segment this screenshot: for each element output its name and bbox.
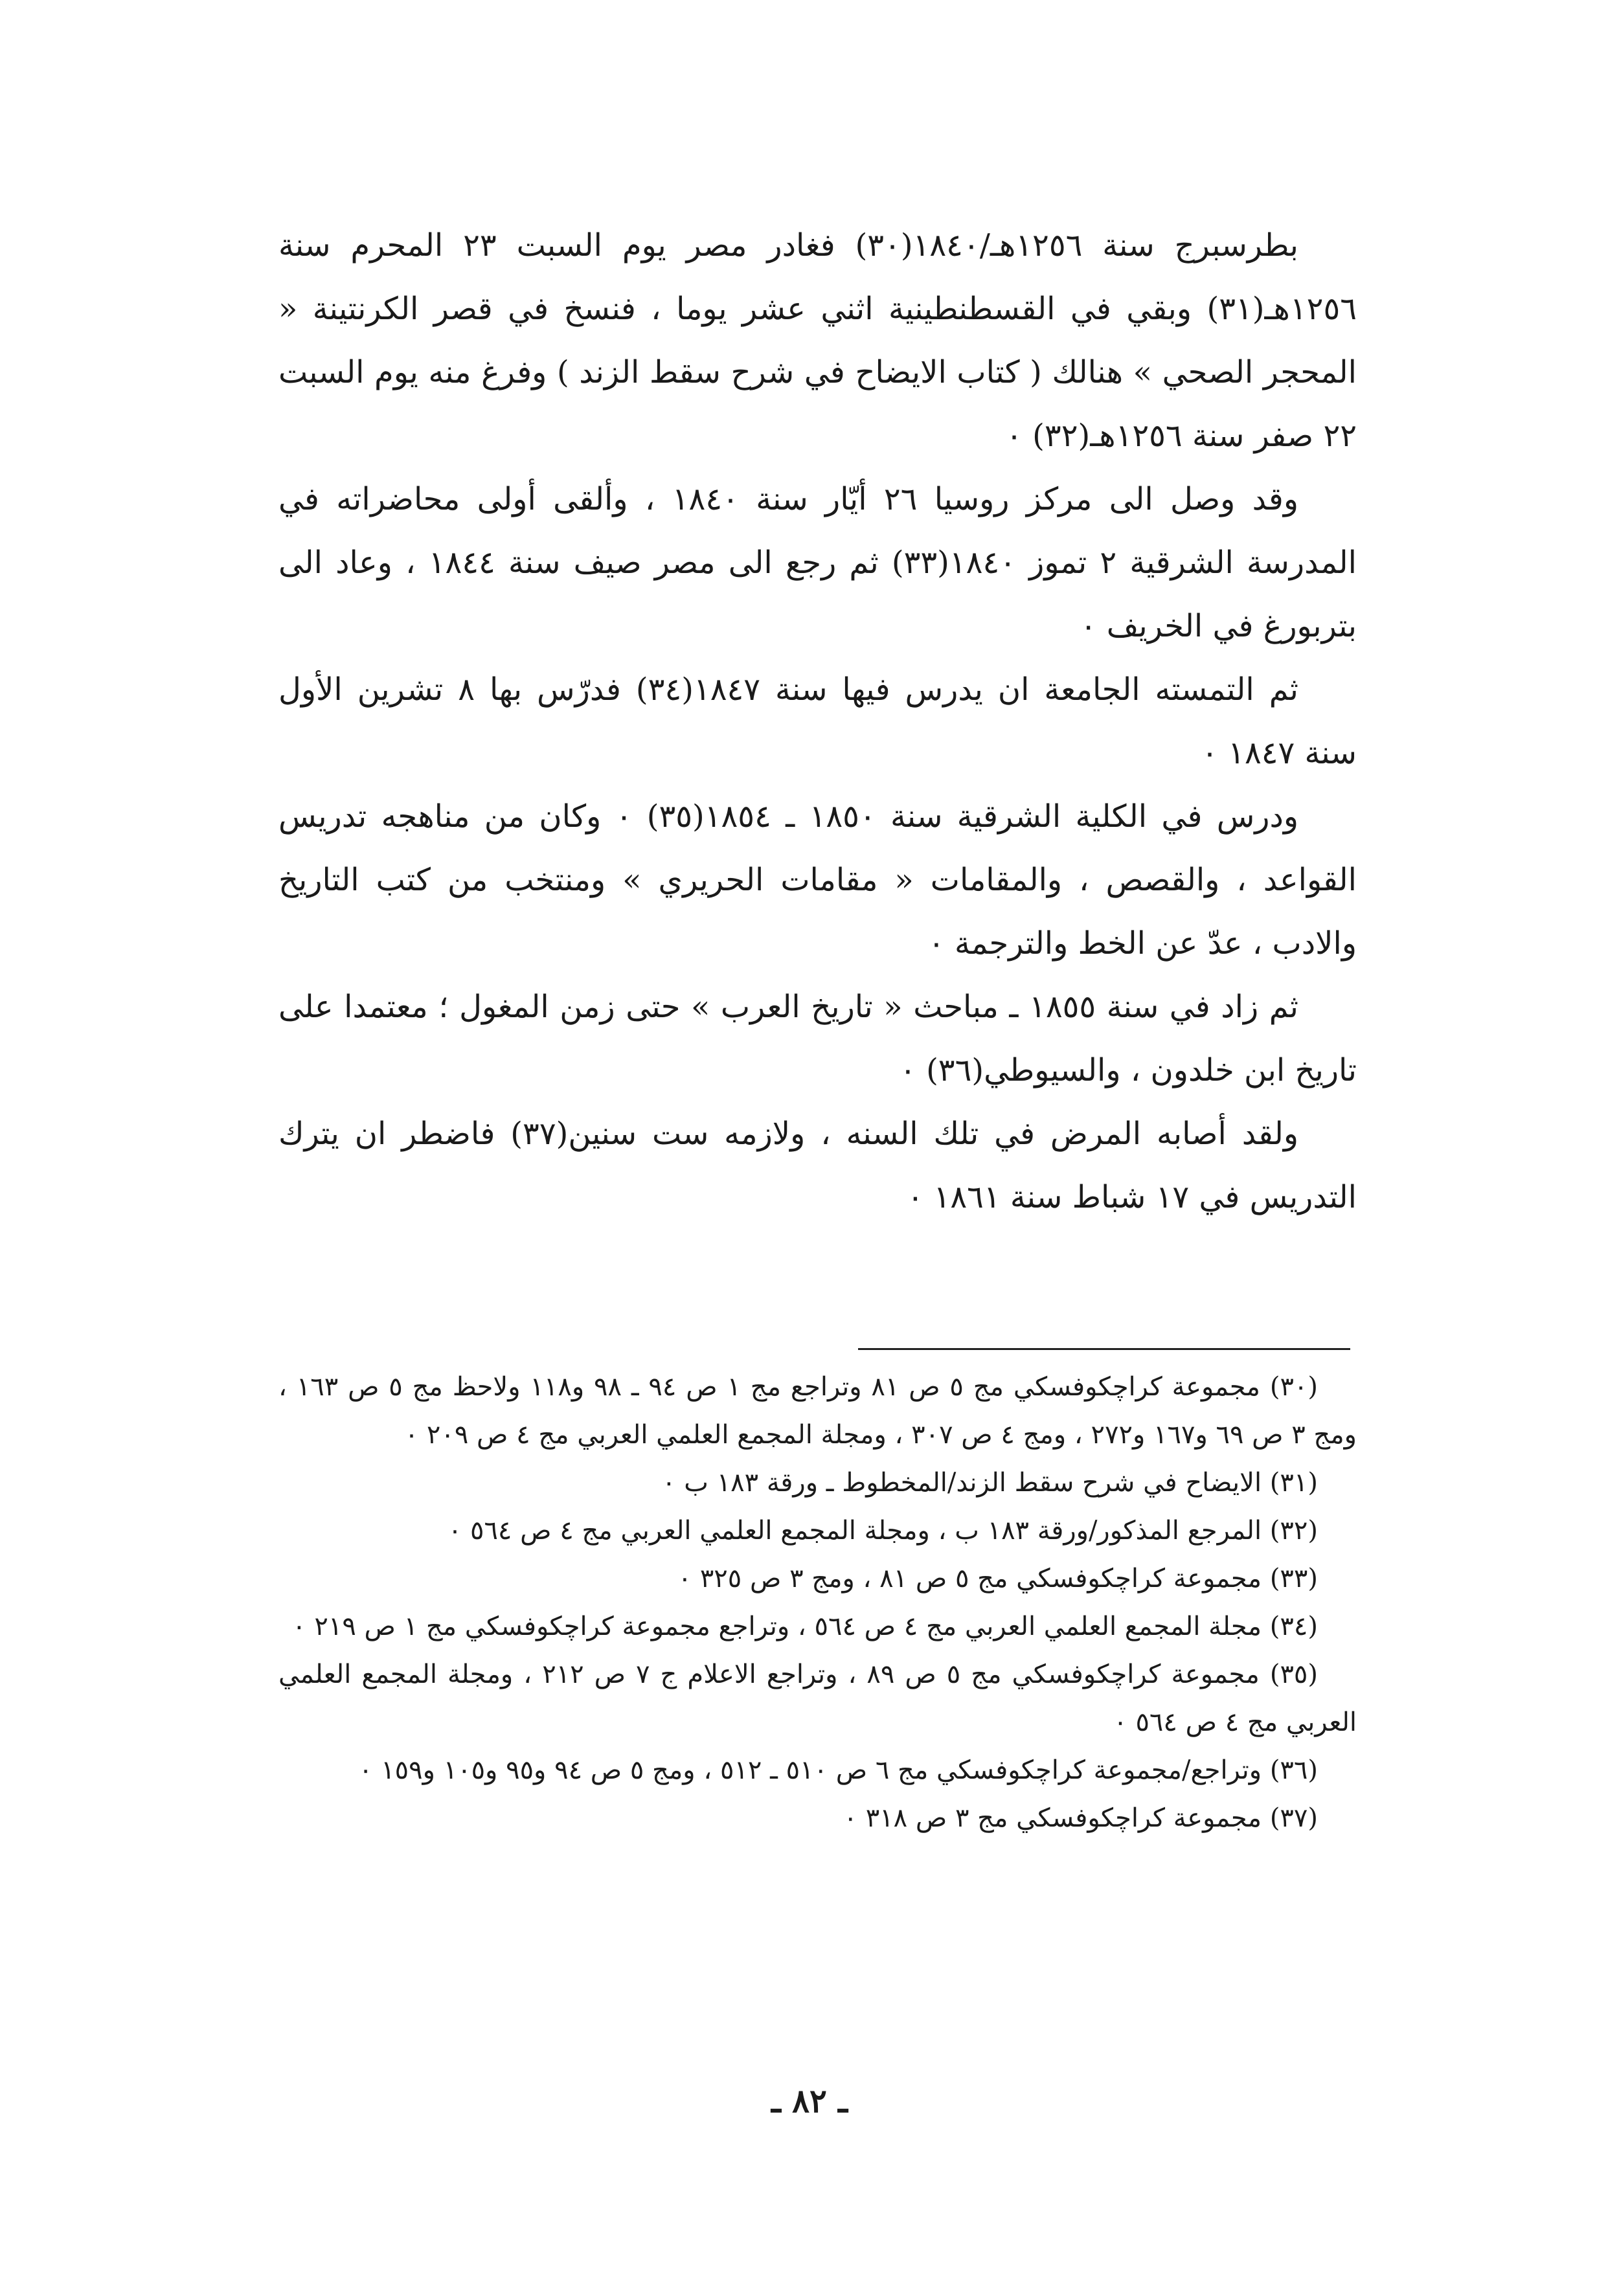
footnote: (٣٧) مجموعة كراچكوفسكي مج ٣ ص ٣١٨ ٠: [843, 1803, 1318, 1833]
footnote: (٣٢) المرجع المذكور/ورقة ١٨٣ ب ، ومجلة المجمع العلمي العربي مج ٤ ص ٥٦٤ ٠: [447, 1516, 1318, 1546]
paragraph: ودرس في الكلية الشرقية سنة ١٨٥٠ ـ ١٨٥٤(٣٥) ٠ وكان من مناهجه تدريس القواعد ، والقصص ، والمقامات « مقامات الحريري » ومنتخب من كتب التاريخ والادب ، عدّ عن الخط والترجمة ٠: [278, 798, 1357, 962]
footnote: (٣٥) مجموعة كراچكوفسكي مج ٥ ص ٨٩ ، وتراجع الاعلام ج ٧ ص ٢١٢ ، ومجلة المجمع العلمي العربي مج ٤ ص ٥٦٤ ٠: [278, 1660, 1357, 1737]
paragraph: ثم التمسته الجامعة ان يدرس فيها سنة ١٨٤٧(٣٤) فدرّس بها ٨ تشرين الأول سنة ١٨٤٧ ٠: [278, 671, 1357, 771]
paragraph: بطرسبرج سنة ١٢٥٦هـ/١٨٤٠(٣٠) فغادر مصر يوم السبت ٢٣ المحرم سنة ١٢٥٦هـ(٣١) وبقي في القسطنطينية اثني عشر يوما ، فنسخ في قصر الكرنتينة « المحجر الصحي » هنالك ( كتاب الايضاح في شرح سقط الزند ) وفرغ منه يوم السبت ٢٢ صفر سنة ١٢٥٦هـ(٣٢) ٠: [278, 227, 1357, 454]
paragraph: وقد وصل الى مركز روسيا ٢٦ أيّار سنة ١٨٤٠ ، وألقى أولى محاضراته في المدرسة الشرقية ٢ تموز ١٨٤٠(٣٣) ثم رجع الى مصر صيف سنة ١٨٤٤ ، وعاد الى بتربورغ في الخريف ٠: [278, 481, 1357, 644]
paragraph: ولقد أصابه المرض في تلك السنه ، ولازمه ست سنين(٣٧) فاضطر ان يترك التدريس في ١٧ شباط سنة ١٨٦١ ٠: [278, 1116, 1357, 1215]
footnote: (٣٤) مجلة المجمع العلمي العربي مج ٤ ص ٥٦٤ ، وتراجع مجموعة كراچكوفسكي مج ١ ص ٢١٩ ٠: [292, 1612, 1318, 1641]
paragraph: ثم زاد في سنة ١٨٥٥ ـ مباحث « تاريخ العرب » حتى زمن المغول ؛ معتمدا على تاريخ ابن خلدون ، والسيوطي(٣٦) ٠: [278, 989, 1357, 1088]
footnote: (٣٣) مجموعة كراچكوفسكي مج ٥ ص ٨١ ، ومج ٣ ص ٣٢٥ ٠: [677, 1564, 1318, 1593]
footnote-separator: [858, 1348, 1350, 1350]
page-number: ـ ٨٢ ـ: [771, 2082, 848, 2120]
footnotes: [278, 1363, 1357, 1842]
body-text: [278, 214, 1357, 1229]
footnote: (٣٠) مجموعة كراچكوفسكي مج ٥ ص ٨١ وتراجع مج ١ ص ٩٤ ـ ٩٨ و١١٨ ولاحظ مج ٥ ص ١٦٣ ، ومج ٣ ص ٦٩ و١٦٧ و٢٧٢ ، ومج ٤ ص ٣٠٧ ، ومجلة المجمع العلمي العربي مج ٤ ص ٢٠٩ ٠: [278, 1372, 1357, 1450]
footnote: (٣١) الايضاح في شرح سقط الزند/المخطوط ـ ورقة ١٨٣ ب ٠: [662, 1468, 1318, 1498]
footnote: (٣٦) وتراجع/مجموعة كراچكوفسكي مج ٦ ص ٥١٠ ـ ٥١٢ ، ومج ٥ ص ٩٤ و٩٥ و١٠٥ و١٥٩ ٠: [358, 1755, 1318, 1785]
